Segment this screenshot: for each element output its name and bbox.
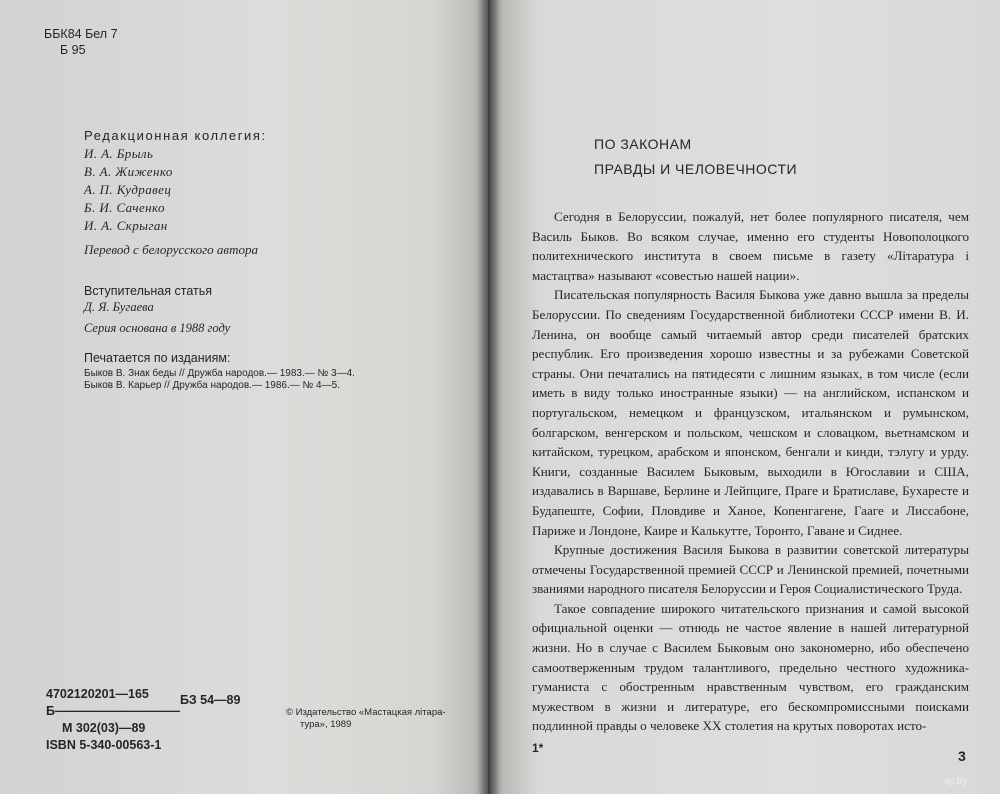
source-edition: Быков В. Карьер // Дружба народов.— 1986.— № 4—5. <box>84 380 340 391</box>
board-member: Б. И. Саченко <box>84 200 165 215</box>
paragraph: Такое совпадение широкого читательского признания и самой высокой официальной оценки — отнюдь не частое явление в нашей литературной жизни. Но в случае с Василем Быковым оно закономерно, ибо обеспечено самоотверженным трудом талантливого, предельно честного художника-гуманиста с обостренным нравственным чувством, его гражданским мужеством в жизни и литературе, его бескомпромиссными поисками подлинной правды о человеке XX столетия на крутых поворотах исто- <box>532 600 969 734</box>
editorial-board-heading: Редакционная коллегия: <box>84 128 267 143</box>
isbn: ISBN 5-340-00563-1 <box>46 738 162 752</box>
intro-label: Вступительная статья <box>84 284 212 298</box>
board-member: А. П. Кудравец <box>84 182 172 197</box>
book-gutter <box>478 0 500 794</box>
copyright-line: © Издательство «Мастацкая літара- <box>286 707 446 718</box>
pub-code-fraction: Б—————————— <box>46 704 180 718</box>
bz-code: БЗ 54—89 <box>180 693 241 707</box>
chapter-title-line: ПРАВДЫ И ЧЕЛОВЕЧНОСТИ <box>594 161 798 177</box>
copyright <box>286 707 446 731</box>
paragraph: Крупные достижения Василя Быкова в развитии советской литературы отмечены Государственной премией СССР и Ленинской премией, почетными званиями народного писателя Белоруссии и Героя Социалистического Труда. <box>532 542 969 597</box>
chapter-title <box>594 132 797 182</box>
signature-mark: 1* <box>532 741 544 755</box>
pub-code-index: М 302(03)—89 <box>62 721 146 735</box>
board-member: И. А. Брыль <box>84 146 154 161</box>
printed-from-list <box>84 368 355 392</box>
board-member: И. А. Скрыган <box>84 218 168 233</box>
body-text <box>532 207 969 736</box>
translation-note: Перевод с белорусского автора <box>84 242 258 257</box>
editorial-board-list <box>84 145 173 235</box>
classification-author-mark: Б 95 <box>60 43 86 57</box>
board-member: В. А. Жиженко <box>84 164 173 179</box>
classification-bbk: ББК84 Бел 7 <box>44 27 118 41</box>
publication-codes <box>46 686 180 754</box>
classification-codes <box>44 26 118 58</box>
source-edition: Быков В. Знак беды // Дружба народов.— 1983.— № 3—4. <box>84 368 355 379</box>
pub-code-number: 4702120201—165 <box>46 687 149 701</box>
copyright-line: тура», 1989 <box>300 719 352 730</box>
paragraph: Сегодня в Белоруссии, пожалуй, нет более популярного писателя, чем Василь Быков. Во всяком случае, именно его студенты Новополоцкого политехнического института в своем письме в газету «Літаратура і мастацтва» называют «совестью нашей нации». <box>532 209 969 283</box>
paragraph: Писательская популярность Василя Быкова уже давно вышла за пределы Белоруссии. По сведениям Государственной библиотеки СССР имени В. И. Ленина, он вообще самый читаемый автор среди писателей братских республик. Его произведения хорошо известны и за рубежами Советской страны. Они печатались на пятидесяти с лишним языках, в том числе (если иметь в виду только иностранные языки) — на английском, испанском и португальском, немецком и французском, итальянском и румынском, болгарском, венгерском и польском, чешском и словацком, вьетнамском и китайском, турецком, арабском и японском, бенгали и кинди, тэлугу и урду. Книги, созданные Василем Быковым, выходили в Югославии и США, издавались в Варшаве, Берлине и Лейпциге, Праге и Братиславе, Бухаресте и Будапеште, Софии, Пловдиве и Ханое, Копенгагене, Гааге и Лиссабоне, Париже и Лондоне, Каире и Калькутте, Торонто, Гаване и Сиднее. <box>532 287 969 538</box>
chapter-title-line: ПО ЗАКОНАМ <box>594 136 692 152</box>
page-number: 3 <box>958 748 966 764</box>
watermark: ay.by <box>944 776 968 787</box>
intro-author: Д. Я. Бугаева <box>84 300 154 314</box>
intro-article <box>84 283 212 315</box>
left-page <box>0 0 488 794</box>
series-note: Серия основана в 1988 году <box>84 321 231 335</box>
printed-from-heading: Печатается по изданиям: <box>84 351 231 365</box>
